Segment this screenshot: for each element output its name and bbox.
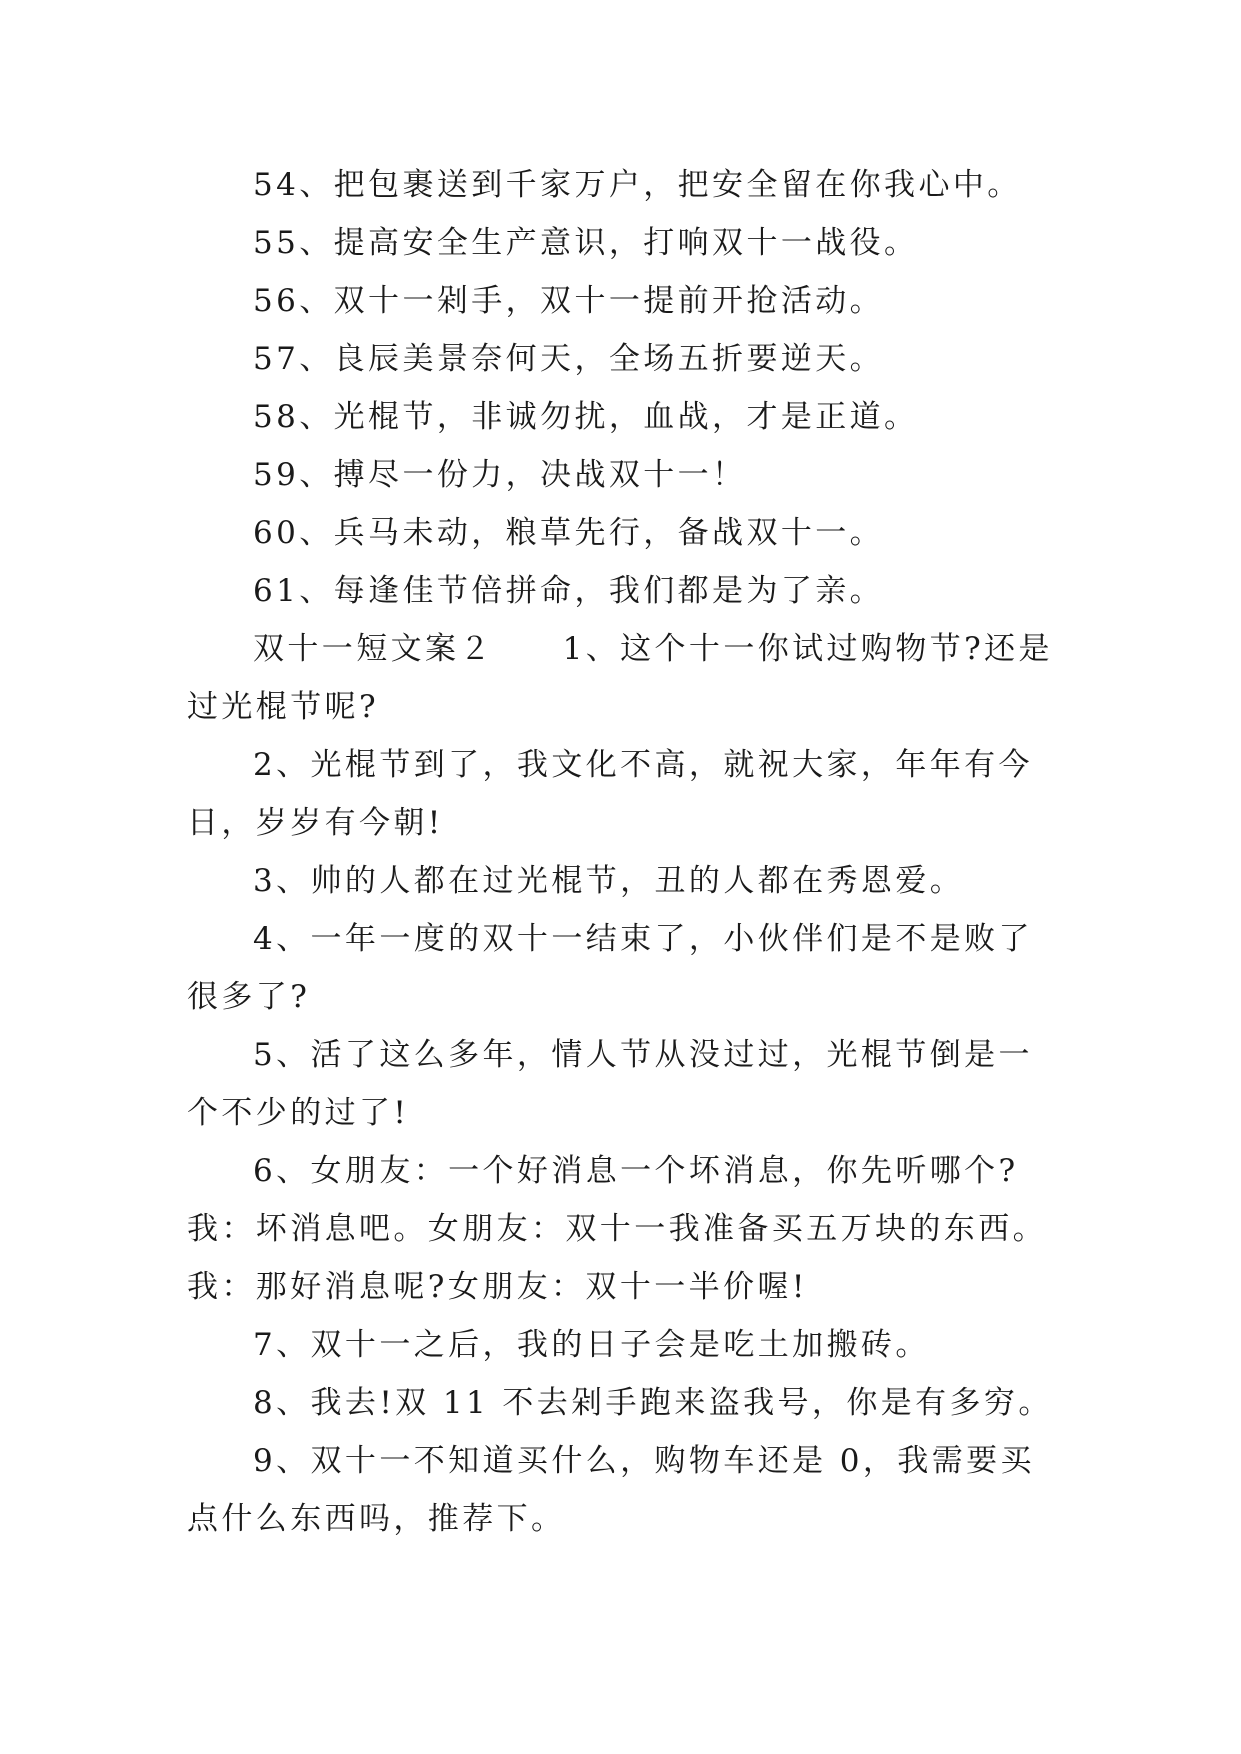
section-heading-paragraph: 双十一短文案２ 1、这个十一你试过购物节?还是过光棍节呢? xyxy=(187,631,1053,725)
paragraph: 55、提高安全生产意识，打响双十一战役。 xyxy=(253,225,919,261)
paragraph: 58、光棍节，非诚勿扰，血战，才是正道。 xyxy=(253,399,919,435)
paragraph: 59、搏尽一份力，决战双十一！ xyxy=(253,457,747,493)
paragraph: 7、双十一之后，我的日子会是吃土加搬砖。 xyxy=(253,1327,930,1363)
paragraph: 2、光棍节到了，我文化不高，就祝大家，年年有今日，岁岁有今朝! xyxy=(187,747,1033,841)
paragraph: 6、女朋友：一个好消息一个坏消息，你先听哪个?我：坏消息吧。女朋友：双十一我准备买五万块的东西。我：那好消息呢?女朋友：双十一半价喔! xyxy=(187,1153,1047,1305)
paragraph: 8、我去!双 11 不去剁手跑来盗我号，你是有多穷。 xyxy=(253,1385,1053,1421)
paragraph: 5、活了这么多年，情人节从没过过，光棍节倒是一个不少的过了! xyxy=(187,1037,1033,1131)
paragraph: 3、帅的人都在过光棍节，丑的人都在秀恩爱。 xyxy=(253,863,965,899)
document-body xyxy=(187,156,1067,1548)
paragraph: 57、良辰美景奈何天，全场五折要逆天。 xyxy=(253,341,885,377)
paragraph: 4、一年一度的双十一结束了，小伙伴们是不是败了很多了? xyxy=(187,921,1033,1015)
paragraph: 9、双十一不知道买什么，购物车还是 0，我需要买点什么东西吗，推荐下。 xyxy=(187,1443,1035,1537)
paragraph: 56、双十一剁手，双十一提前开抢活动。 xyxy=(253,283,885,319)
paragraph: 61、每逢佳节倍拼命，我们都是为了亲。 xyxy=(253,573,885,609)
paragraph: 54、把包裹送到千家万户，把安全留在你我心中。 xyxy=(253,167,1022,203)
paragraph: 60、兵马未动，粮草先行，备战双十一。 xyxy=(253,515,885,551)
